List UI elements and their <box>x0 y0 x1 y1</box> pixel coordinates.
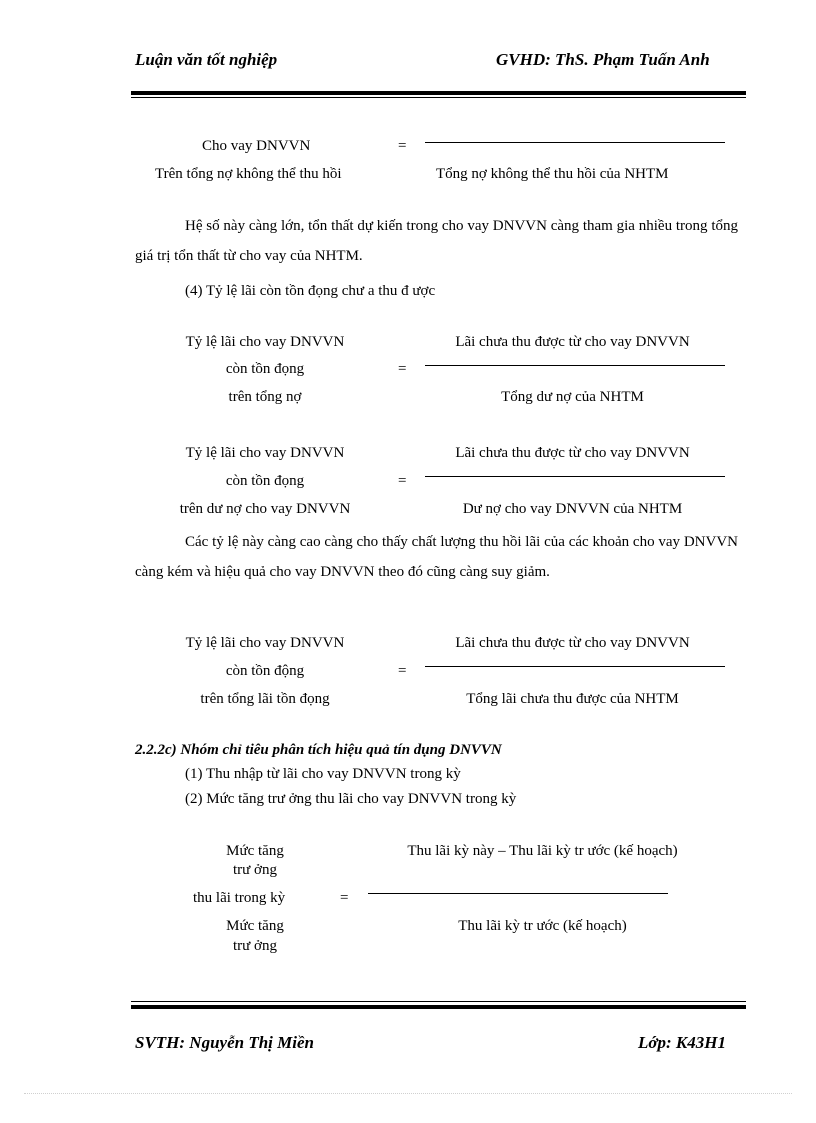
f3-equals: = <box>398 473 407 489</box>
page-bottom-dotted-line <box>24 1093 792 1094</box>
f3-fraction-bar <box>425 476 725 477</box>
header-rule-thin <box>131 97 746 98</box>
footer-rule-thin <box>131 1001 746 1002</box>
f5-lhs-line5: trư ởng <box>233 938 277 954</box>
f5-numerator: Thu lãi kỳ này – Thu lãi kỳ tr ước (kế hoạch) <box>407 843 678 859</box>
paragraph-1: Hệ số này càng lớn, tổn thất dự kiến trong cho vay DNVVN càng tham gia nhiều trong tổng giá trị tổn thất từ cho vay của NHTM. <box>135 218 738 264</box>
f1-fraction-bar <box>425 142 725 143</box>
f1-equals: = <box>398 138 407 154</box>
f4-equals: = <box>398 663 407 679</box>
f1-lhs-line2: Trên tổng nợ không thể thu hồi <box>155 166 342 182</box>
section-heading: 2.2.2c) Nhóm chỉ tiêu phân tích hiệu quả tín dụng DNVVN <box>135 742 502 758</box>
item-2: (2) Mức tăng trư ởng thu lãi cho vay DNVVN trong kỳ <box>185 791 517 807</box>
f5-lhs-line2: trư ởng <box>233 862 277 878</box>
f2-denominator: Tổng dư nợ của NHTM <box>501 389 644 405</box>
paragraph-2: Các tỷ lệ này càng cao càng cho thấy chất lượng thu hồi lãi của các khoản cho vay DNVVN càng kém và hiệu quả cho vay DNVVN theo đó cũng càng suy giảm. <box>135 534 738 580</box>
footer-rule-thick <box>131 1005 746 1009</box>
f3-denominator: Dư nợ cho vay DNVVN của NHTM <box>462 501 683 517</box>
footer-right: Lớp: K43H1 <box>638 1033 726 1052</box>
f2-equals: = <box>398 361 407 377</box>
f5-lhs-line1: Mức tăng <box>226 843 284 859</box>
item-1: (1) Thu nhập từ lãi cho vay DNVVN trong kỳ <box>185 766 461 782</box>
f3-lhs-line3: trên dư nợ cho vay DNVVN <box>179 501 351 517</box>
f5-lhs-line4: Mức tăng <box>226 918 284 934</box>
f2-lhs-line2: còn tồn đọng <box>225 361 305 377</box>
f1-lhs-line1: Cho vay DNVVN <box>202 138 311 154</box>
f1-denominator: Tổng nợ không thể thu hồi của NHTM <box>436 166 669 182</box>
f4-lhs-line2: còn tồn động <box>225 663 305 679</box>
f4-lhs-line1: Tỷ lệ lãi cho vay DNVVN <box>185 635 345 651</box>
f5-fraction-bar <box>368 893 668 894</box>
footer-left: SVTH: Nguyễn Thị Miền <box>135 1033 314 1052</box>
f2-lhs-line1: Tỷ lệ lãi cho vay DNVVN <box>185 334 345 350</box>
header-rule-thick <box>131 91 746 95</box>
f4-numerator: Lãi chưa thu được từ cho vay DNVVN <box>455 635 690 651</box>
f3-lhs-line1: Tỷ lệ lãi cho vay DNVVN <box>185 445 345 461</box>
f4-denominator: Tổng lãi chưa thu được của NHTM <box>466 691 679 707</box>
f5-lhs-line3: thu lãi trong kỳ <box>193 890 286 906</box>
f2-fraction-bar <box>425 365 725 366</box>
header-left: Luận văn tốt nghiệp <box>135 50 278 69</box>
f4-fraction-bar <box>425 666 725 667</box>
f3-lhs-line2: còn tồn đọng <box>225 473 305 489</box>
f4-lhs-line3: trên tổng lãi tồn đọng <box>200 691 330 707</box>
f3-numerator: Lãi chưa thu được từ cho vay DNVVN <box>455 445 690 461</box>
f5-equals: = <box>340 890 349 906</box>
item-4-heading: (4) Tỷ lệ lãi còn tồn đọng chư a thu đ ược <box>185 283 436 299</box>
header-right: GVHD: ThS. Phạm Tuấn Anh <box>496 50 710 69</box>
f2-lhs-line3: trên tổng nợ <box>228 389 302 405</box>
f2-numerator: Lãi chưa thu được từ cho vay DNVVN <box>455 334 690 350</box>
f5-denominator: Thu lãi kỳ tr ước (kế hoạch) <box>458 918 627 934</box>
